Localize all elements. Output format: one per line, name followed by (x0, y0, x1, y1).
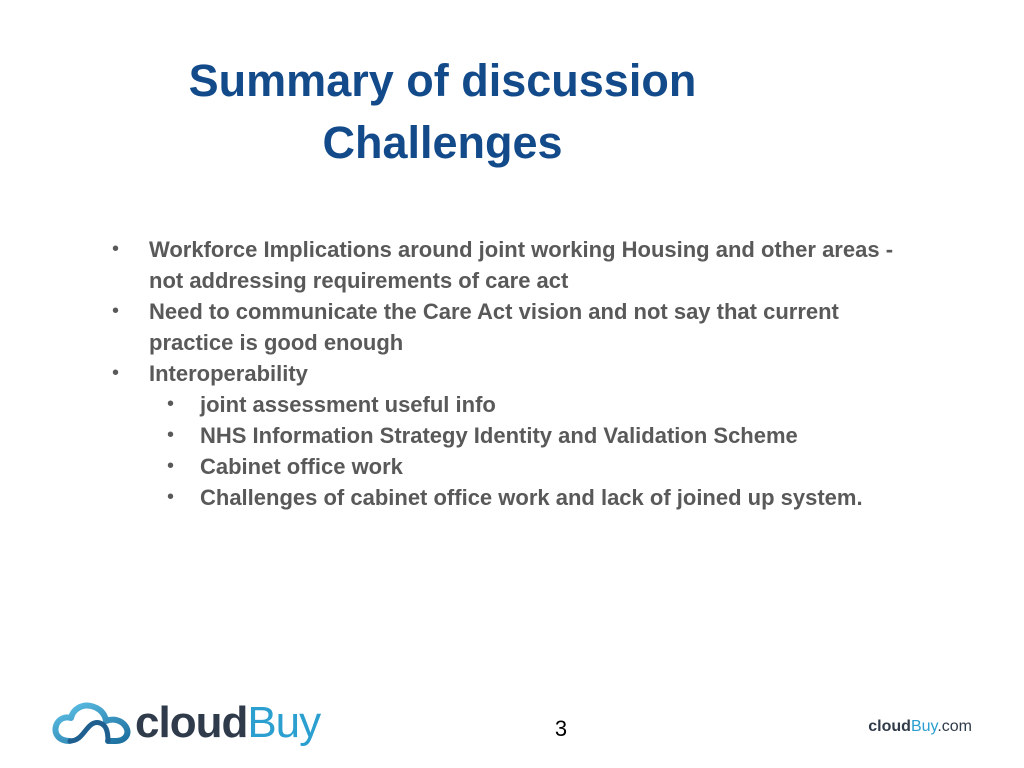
sub-bullet-marker: • (167, 486, 175, 508)
logo-buy-text: Buy (247, 698, 321, 747)
title-line-1: Summary of discussion (188, 55, 697, 106)
bullet-item (112, 234, 922, 296)
logo-wordmark (135, 694, 320, 752)
url-suffix-text: .com (937, 718, 972, 735)
slide-title (0, 50, 885, 174)
bullet-marker: • (112, 300, 120, 322)
sub-bullet-item (112, 420, 922, 451)
sub-bullet-text: Challenges of cabinet office work and lack of joined up system. (200, 485, 863, 510)
url-cloud-text: cloud (868, 718, 911, 735)
sub-bullet-text: NHS Information Strategy Identity and Validation Scheme (200, 423, 798, 448)
bullet-marker: • (112, 362, 120, 384)
sub-bullet-marker: • (167, 455, 175, 477)
sub-bullet-text: Cabinet office work (200, 454, 403, 479)
bullet-item (112, 296, 922, 358)
cloudbuy-logo (50, 694, 320, 754)
bullet-text: Need to communicate the Care Act vision and not say that current practice is good enough (149, 299, 839, 355)
bullet-text: Interoperability (149, 361, 308, 386)
page-number: 3 (554, 716, 568, 741)
sub-bullet-text: joint assessment useful info (200, 392, 496, 417)
bullet-item (112, 358, 922, 389)
logo-cloud-text: cloud (135, 698, 248, 747)
sub-bullet-marker: • (167, 393, 175, 415)
cloud-logo-icon (50, 699, 132, 749)
title-line-2: Challenges (322, 117, 563, 168)
sub-bullet-marker: • (167, 424, 175, 446)
url-buy-text: Buy (910, 718, 938, 735)
sub-bullet-item (112, 482, 922, 513)
footer-url (868, 718, 972, 736)
sub-bullet-item (112, 389, 922, 420)
bullet-marker: • (112, 238, 120, 260)
sub-bullet-item (112, 451, 922, 482)
bullet-list (112, 234, 922, 513)
bullet-text: Workforce Implications around joint working Housing and other areas - not addressing requirements of care act (149, 237, 894, 293)
